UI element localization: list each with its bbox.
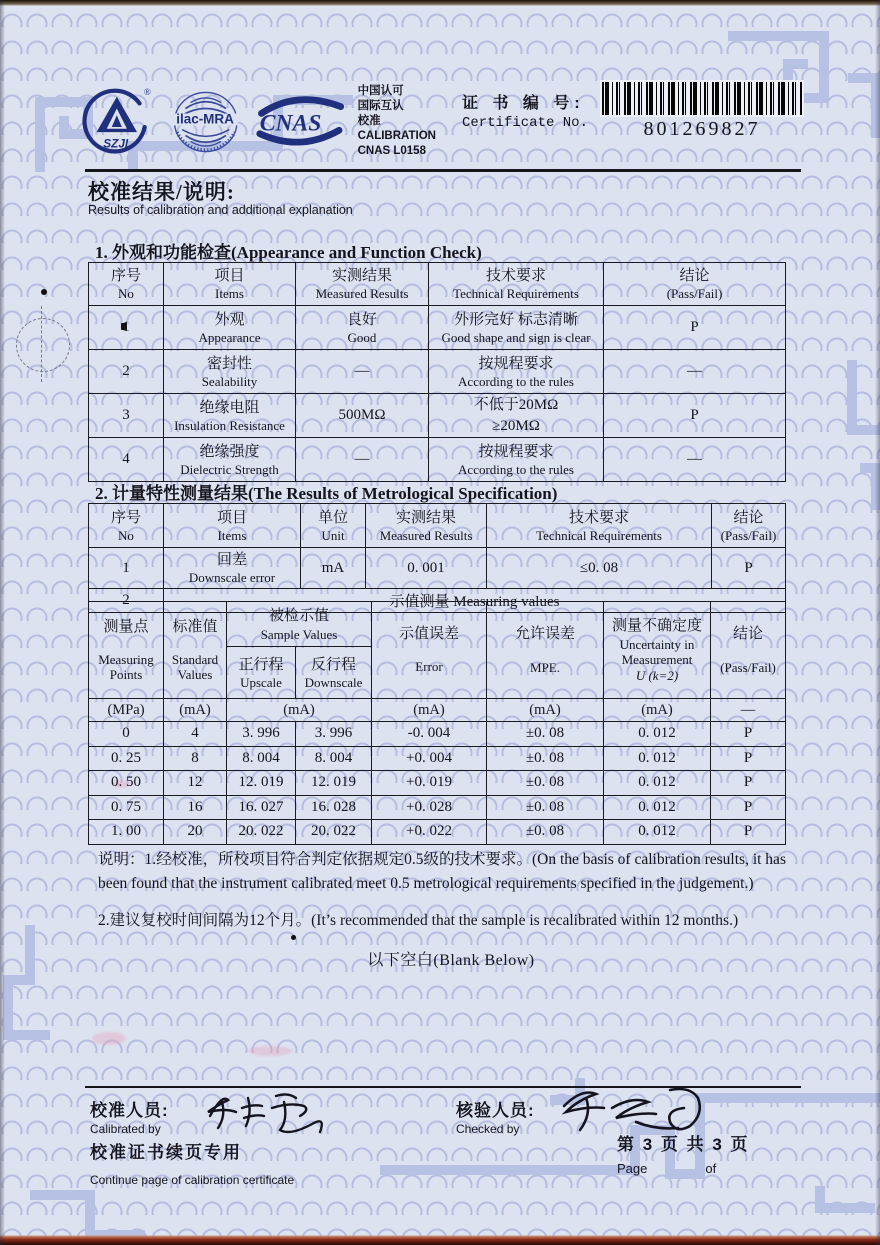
table-subheader-row: 正行程 Upscale 反行程 Downscale	[89, 647, 786, 699]
table-header-row: 测量点 Measuring Points 标准值 Standard Values 被检示值 Sample Values 示值误差 Error 允许误差 MPE. 测量不确定度 Uncertainty in Measurement U (k=2) 结论 (Pass/Fail)	[89, 602, 786, 647]
calibrated-by-label: 校准人员: Calibrated by	[90, 1101, 169, 1136]
svg-text:SZJL: SZJL	[103, 136, 133, 151]
page-title: 校准结果/说明:	[88, 180, 235, 204]
meander-decoration-bottom-left	[30, 1185, 150, 1240]
metrological-results-table	[88, 503, 786, 613]
table-row: 1 回差 Downscale error mA 0. 001 ≤0. 08 P	[89, 548, 786, 589]
checked-by-label: 核验人员: Checked by	[456, 1101, 535, 1136]
ink-smudge	[92, 1032, 126, 1045]
notes-block	[98, 848, 804, 974]
measuring-values-table	[88, 601, 786, 845]
table-row: 2 密封性 Sealability — 按规程要求 According to the rules —	[89, 350, 786, 394]
barcode-image	[602, 82, 802, 115]
svg-text:®: ®	[143, 88, 151, 99]
svg-text:ilac-MRA: ilac-MRA	[175, 111, 234, 127]
table-row: 0 4 3. 996 3. 996 -0. 004 ±0. 08 0. 012 P	[89, 722, 786, 747]
appearance-check-table	[88, 262, 786, 482]
table-row: 1. 00 20 20. 022 20. 022 +0. 022 ±0. 08 0. 012 P	[89, 820, 786, 845]
calibrator-signature	[192, 1086, 337, 1144]
table-row: 1 外观 Appearance 良好 Good 外形完好 标志清晰 Good shape and sign is clear P	[89, 306, 786, 350]
measuring-values-label-row: 2 示值测量 Measuring values	[89, 589, 786, 613]
header-divider	[85, 169, 801, 172]
page-number: 第 3 页 共 3 页	[617, 1135, 750, 1154]
certificate-header	[78, 76, 802, 168]
scan-edge-bottom	[0, 1235, 880, 1245]
certificate-barcode-block	[602, 82, 802, 141]
note-1: 说明：1.经校准，所校项目符合判定依据规定0.5级的技术要求。(On the basis of calibration results, it has been found that the instrument calibrated meet 0.5 metrological requirements specified in the judgement.)	[98, 851, 786, 893]
cnas-logo-icon	[253, 92, 347, 150]
page-number-block	[617, 1130, 802, 1176]
scan-edge-left	[0, 0, 5, 1245]
blank-below-label: 以下空白(Blank Below)	[367, 952, 535, 970]
table-header-row: 序号 No 项目 Items 单位 Unit 实测结果 Measured Results 技术要求 Technical Requirements 结论 (Pass/Fail)	[89, 504, 786, 548]
certificate-number: 801269827	[643, 118, 761, 140]
scan-edge-top	[0, 0, 880, 6]
ink-smudge2	[248, 1046, 292, 1056]
table-row: 0. 50 12 12. 019 12. 019 +0. 019 ±0. 08 0. 012 P	[89, 771, 786, 796]
page-subtitle: Results of calibration and additional explanation	[88, 203, 353, 217]
continue-page-label: 校准证书续页专用 Continue page of calibration certificate	[90, 1143, 295, 1187]
ilac-mra-logo-icon	[172, 84, 239, 160]
note-2: 2.建议复校时间间隔为12个月。(It’s recommended that the sample is recalibrated within 12 months.)	[98, 912, 739, 930]
table-row: 0. 25 8 8. 004 8. 004 +0. 004 ±0. 08 0. 012 P	[89, 746, 786, 771]
certificate-number-label: 证 书 编 号: Certificate No.	[461, 95, 588, 131]
scan-edge-right	[875, 0, 880, 1245]
table-row: 4 绝缘强度 Dielectric Strength — 按规程要求 According to the rules —	[89, 438, 786, 482]
registration-line-artifact	[41, 306, 42, 382]
of-label-en: of	[705, 1161, 717, 1176]
units-row: (MPa) (mA) (mA) (mA) (mA) (mA) —	[89, 699, 786, 722]
section1-heading: 1. 外观和功能检查(Appearance and Function Check)	[95, 243, 482, 262]
szjl-logo-icon	[78, 76, 156, 168]
meander-decoration-right-middle	[832, 360, 880, 510]
page-label-en: Page	[617, 1161, 648, 1176]
table-row: 3 绝缘电阻 Insulation Resistance 500MΩ 不低于20MΩ ≥20MΩ P	[89, 394, 786, 438]
registration-circle-artifact	[16, 318, 70, 372]
section2-heading: 2. 计量特性测量结果(The Results of Metrological Specification)	[95, 484, 558, 503]
table-header-row: 序号 No 项目 Items 实测结果 Measured Results 技术要求 Technical Requirements 结论 (Pass/Fail)	[89, 263, 786, 306]
table-row: 0. 75 16 16. 027 16. 028 +0. 028 ±0. 08 0. 012 P	[89, 795, 786, 820]
cnas-accreditation-text: 中国认可 国际互认 校准 CALIBRATION CNAS L0158	[357, 85, 436, 157]
svg-text:CNAS: CNAS	[259, 110, 322, 137]
meander-decoration-left-middle	[0, 925, 55, 1040]
scan-dot-artifact	[41, 289, 47, 295]
